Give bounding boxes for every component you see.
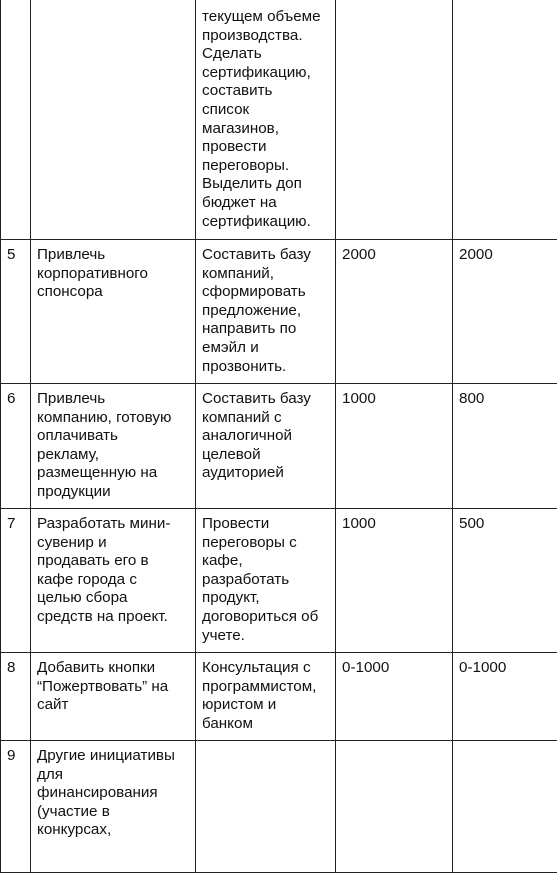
action-cell: Провести переговоры с кафе, разработать продукт, договориться об учете. bbox=[196, 509, 336, 653]
action-cell: Составить базу компаний, сформировать предложение, направить по емэйл и прозвонить. bbox=[196, 240, 336, 384]
planned-amount-cell: 0-1000 bbox=[336, 653, 453, 741]
planned-amount-cell: 1000 bbox=[336, 384, 453, 509]
row-number-cell bbox=[1, 0, 31, 240]
planned-amount-cell bbox=[336, 0, 453, 240]
row-number-cell: 6 bbox=[1, 384, 31, 509]
goal-cell: Разработать мини- сувенир и продавать его в кафе города с целью сбора средств на проект. bbox=[31, 509, 196, 653]
table-row bbox=[1, 653, 557, 741]
action-cell: Консультация с программистом, юристом и банком bbox=[196, 653, 336, 741]
actual-amount-cell bbox=[453, 0, 557, 240]
action-cell: текущем объеме производства. Сделать сертификацию, составить список магазинов, провести переговоры. Выделить доп бюджет на сертификацию. bbox=[196, 0, 336, 240]
planned-amount-cell: 2000 bbox=[336, 240, 453, 384]
table-row bbox=[1, 240, 557, 384]
row-number-cell: 8 bbox=[1, 653, 31, 741]
planned-amount-cell bbox=[336, 741, 453, 873]
actual-amount-cell: 500 bbox=[453, 509, 557, 653]
actual-amount-cell bbox=[453, 741, 557, 873]
goal-cell: Привлечь компанию, готовую оплачивать рекламу, размещенную на продукции bbox=[31, 384, 196, 509]
actual-amount-cell: 800 bbox=[453, 384, 557, 509]
action-cell: Составить базу компаний с аналогичной целевой аудиторией bbox=[196, 384, 336, 509]
planned-amount-cell: 1000 bbox=[336, 509, 453, 653]
goal-cell: Привлечь корпоративного спонсора bbox=[31, 240, 196, 384]
row-number-cell: 7 bbox=[1, 509, 31, 653]
table-row bbox=[1, 0, 557, 240]
table-row bbox=[1, 509, 557, 653]
table-row bbox=[1, 384, 557, 509]
actual-amount-cell: 0-1000 bbox=[453, 653, 557, 741]
goal-cell: Добавить кнопки “Пожертвовать” на сайт bbox=[31, 653, 196, 741]
action-cell bbox=[196, 741, 336, 873]
table-row bbox=[1, 741, 557, 873]
row-number-cell: 9 bbox=[1, 741, 31, 873]
actual-amount-cell: 2000 bbox=[453, 240, 557, 384]
goal-cell bbox=[31, 0, 196, 240]
goal-cell: Другие инициативы для финансирования (участие в конкурсах, bbox=[31, 741, 196, 873]
row-number-cell: 5 bbox=[1, 240, 31, 384]
